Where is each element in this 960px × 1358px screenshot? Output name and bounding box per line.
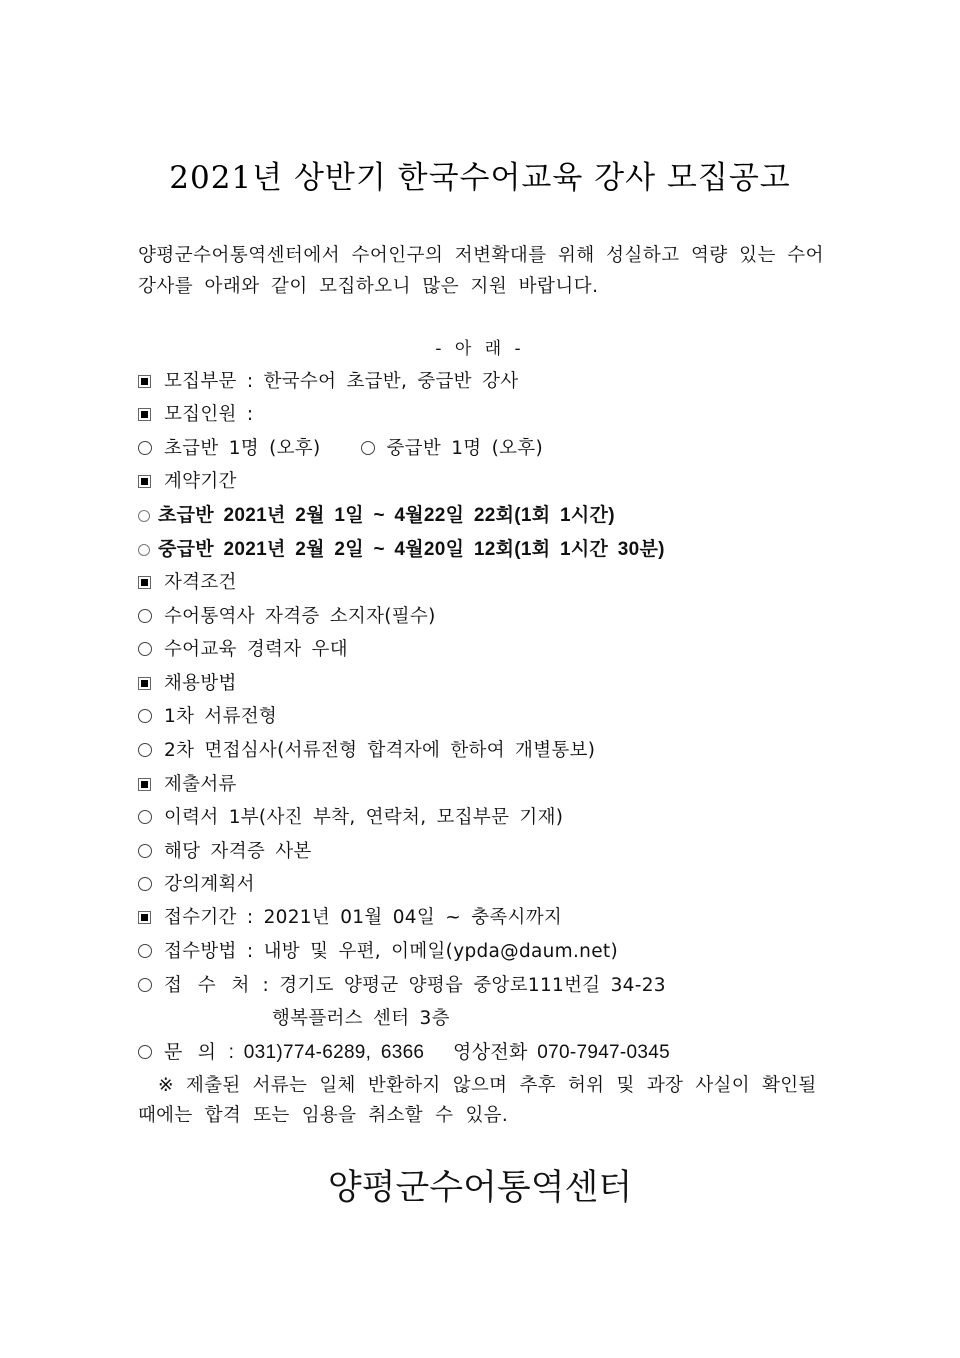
filled-square-bullet-icon bbox=[138, 408, 151, 421]
item-documents-sub bbox=[138, 837, 312, 867]
item-qualifications bbox=[138, 568, 237, 598]
item-label: 자격조건 bbox=[164, 572, 237, 593]
item-label: 계약기간 bbox=[164, 471, 237, 492]
filled-square-bullet-icon bbox=[138, 911, 151, 924]
item-inquiry bbox=[138, 1038, 670, 1068]
sub-item-text: 초급반 1명 (오후) bbox=[164, 438, 321, 459]
sub-item-text: 1차 서류전형 bbox=[164, 706, 278, 727]
item-hiring-method bbox=[138, 669, 237, 699]
sub-item-text: 중급반 1명 (오후) bbox=[386, 438, 543, 459]
item-recruit-field bbox=[138, 367, 518, 397]
circle-bullet-icon bbox=[138, 510, 150, 522]
circle-bullet-icon bbox=[361, 441, 375, 455]
sub-item-text: 수어교육 경력자 우대 bbox=[164, 639, 348, 660]
intro-paragraph: 양평군수어통역센터에서 수어인구의 저변확대를 위해 성실하고 역량 있는 수어강사를 아래와 같이 모집하오니 많은 지원 바랍니다. bbox=[138, 245, 824, 297]
item-hiring-method-sub bbox=[138, 736, 595, 766]
sub-item-text: 2차 면접심사(서류전형 합격자에 한하여 개별통보) bbox=[164, 740, 596, 761]
item-label: 접 수 처 bbox=[164, 975, 253, 996]
circle-bullet-icon bbox=[138, 877, 152, 891]
circle-bullet-icon bbox=[138, 642, 152, 656]
separator: : bbox=[252, 975, 280, 996]
item-hiring-method-sub bbox=[138, 702, 277, 732]
circle-bullet-icon bbox=[138, 609, 152, 623]
sub-item-text: 이력서 1부(사진 부착, 연락처, 모집부문 기재) bbox=[164, 807, 564, 828]
sub-item-text: 강의계획서 bbox=[164, 874, 255, 895]
sub-item-text: 중급반 2021년 2월 2일 ~ 4월20일 12회(1회 1시간 30분) bbox=[158, 539, 665, 560]
item-label: 채용방법 bbox=[164, 673, 237, 694]
item-recruit-count-sub bbox=[138, 434, 543, 464]
filled-square-bullet-icon bbox=[138, 375, 151, 388]
item-label: 모집인원 bbox=[164, 404, 237, 425]
issuer-signature: 양평군수어통역센터 bbox=[327, 1168, 633, 1208]
separator: : bbox=[219, 1042, 244, 1063]
separator: : bbox=[236, 404, 254, 425]
filled-square-bullet-icon bbox=[138, 576, 151, 589]
item-qualifications-sub bbox=[138, 602, 436, 632]
separator: : bbox=[236, 907, 264, 928]
note-line-1: ※ 제출된 서류는 일체 반환하지 않으며 추후 허위 및 과장 사실이 확인될 bbox=[158, 1075, 817, 1096]
item-documents-sub bbox=[138, 803, 563, 833]
item-documents bbox=[138, 770, 237, 800]
item-value: 031)774-6289, 6366 영상전화 070-7947-0345 bbox=[243, 1042, 671, 1063]
item-label: 제출서류 bbox=[164, 774, 237, 795]
circle-bullet-icon bbox=[138, 743, 152, 757]
sub-item-text: 초급반 2021년 2월 1일 ~ 4월22일 22회(1회 1시간) bbox=[158, 505, 615, 526]
page-title: 2021년 상반기 한국수어교육 강사 모집공고 bbox=[169, 160, 791, 196]
item-value: 한국수어 초급반, 중급반 강사 bbox=[263, 371, 519, 392]
item-contract-period bbox=[138, 467, 237, 497]
notice-note bbox=[138, 1071, 824, 1131]
separator: : bbox=[236, 371, 264, 392]
item-contract-period-sub bbox=[138, 535, 665, 565]
item-application-place bbox=[138, 971, 666, 1001]
item-label: 모집부문 bbox=[164, 371, 237, 392]
item-label: 문 의 bbox=[164, 1042, 219, 1063]
sub-item-text: 수어통역사 자격증 소지자(필수) bbox=[164, 606, 436, 627]
circle-bullet-icon bbox=[138, 544, 150, 556]
item-application-period bbox=[138, 903, 562, 933]
circle-bullet-icon bbox=[138, 441, 152, 455]
item-recruit-count bbox=[138, 400, 253, 430]
circle-bullet-icon bbox=[138, 978, 152, 992]
section-marker: - 아 래 - bbox=[435, 339, 525, 359]
item-application-method bbox=[138, 937, 618, 967]
circle-bullet-icon bbox=[138, 844, 152, 858]
item-value: 경기도 양평군 양평읍 중앙로111번길 34-23 bbox=[279, 975, 666, 996]
sub-item-text: 해당 자격증 사본 bbox=[164, 841, 312, 862]
item-value: 내방 및 우편, 이메일(ypda@daum.net) bbox=[263, 941, 618, 962]
item-label: 접수기간 bbox=[164, 907, 237, 928]
item-application-place-line2: 행복플러스 센터 3층 bbox=[272, 1008, 450, 1029]
filled-square-bullet-icon bbox=[138, 778, 151, 791]
item-qualifications-sub bbox=[138, 635, 348, 665]
item-contract-period-sub bbox=[138, 501, 615, 531]
note-line-2: 때에는 합격 또는 임용을 취소할 수 있음. bbox=[138, 1105, 509, 1126]
circle-bullet-icon bbox=[138, 1045, 152, 1059]
circle-bullet-icon bbox=[138, 709, 152, 723]
item-label: 접수방법 bbox=[164, 941, 237, 962]
separator: : bbox=[236, 941, 264, 962]
filled-square-bullet-icon bbox=[138, 475, 151, 488]
item-value: 2021년 01월 04일 ~ 충족시까지 bbox=[263, 907, 563, 928]
item-documents-sub bbox=[138, 870, 255, 900]
circle-bullet-icon bbox=[138, 810, 152, 824]
filled-square-bullet-icon bbox=[138, 677, 151, 690]
circle-bullet-icon bbox=[138, 944, 152, 958]
